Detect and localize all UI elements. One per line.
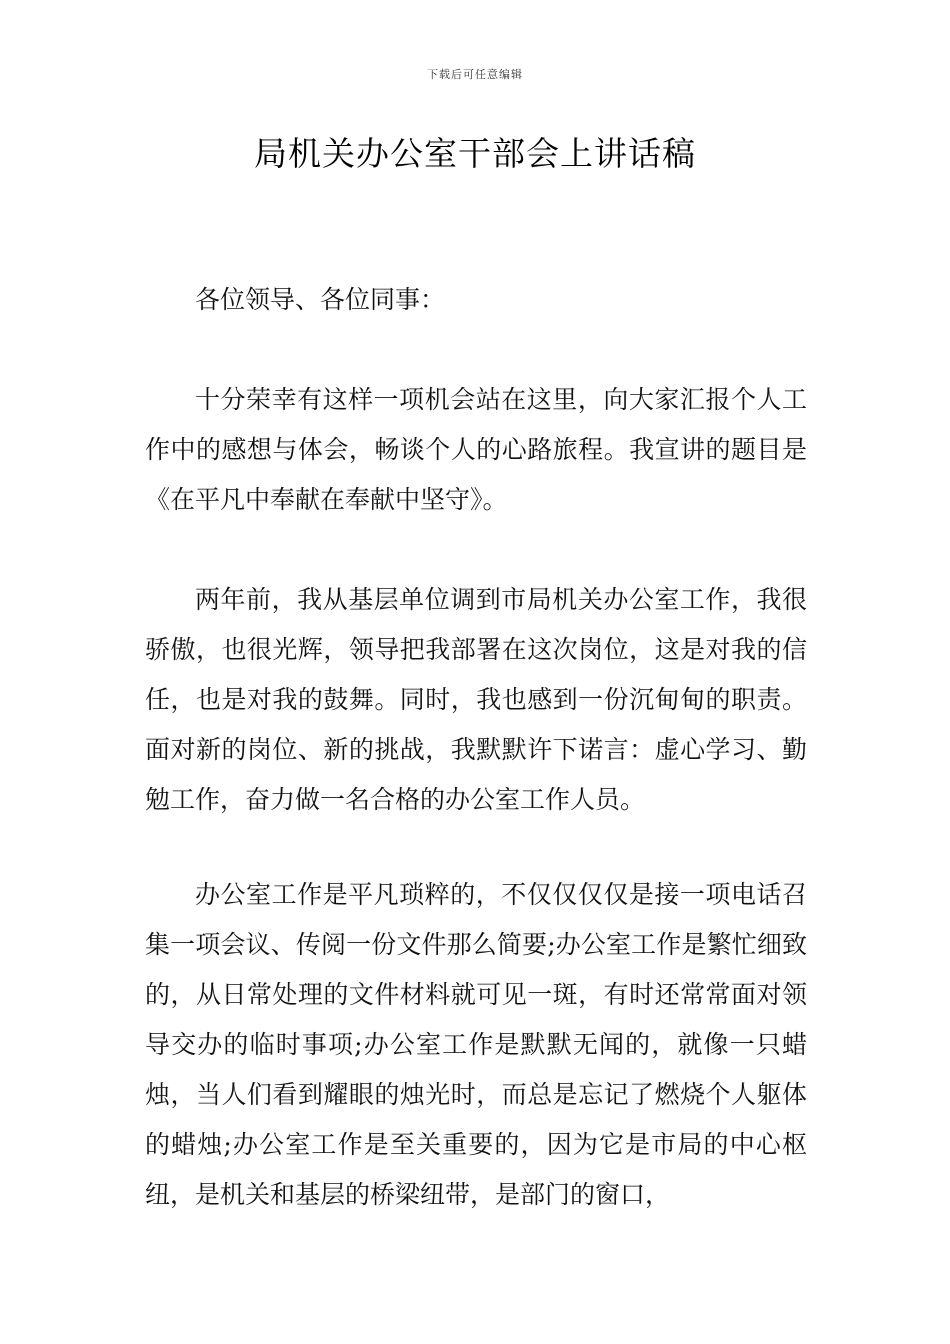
paragraph-3: 办公室工作是平凡琐粹的，不仅仅仅仅是接一项电话召集一项会议、传阅一份文件那么简要;办公室工作是繁忙细致的，从日常处理的文件材料就可见一斑，有时还常常面对领导交办的临时事项;办公室工作是默默无闻的，就像一只蜡烛，当人们看到耀眼的烛光时，而总是忘记了燃烧个人躯体的蜡烛;办公室工作是至关重要的，因为它是市局的中心枢纽，是机关和基层的桥梁纽带，是部门的窗口， bbox=[145, 880, 807, 1209]
header-note: 下载后可任意编辑 bbox=[427, 68, 523, 81]
paragraph-2: 两年前，我从基层单位调到市局机关办公室工作，我很骄傲，也很光辉，领导把我部署在这次岗位，这是对我的信任，也是对我的鼓舞。同时，我也感到一份沉甸甸的职责。面对新的岗位、新的挑战，我默默许下诺言：虚心学习、勤勉工作，奋力做一名合格的办公室工作人员。 bbox=[145, 585, 807, 814]
paragraph-1: 十分荣幸有这样一项机会站在这里，向大家汇报个人工作中的感想与体会，畅谈个人的心路旅程。我宣讲的题目是《在平凡中奉献在奉献中坚守》。 bbox=[145, 385, 807, 514]
document-title: 局机关办公室干部会上讲话稿 bbox=[254, 134, 696, 173]
salutation: 各位领导、各位同事： bbox=[195, 285, 446, 314]
